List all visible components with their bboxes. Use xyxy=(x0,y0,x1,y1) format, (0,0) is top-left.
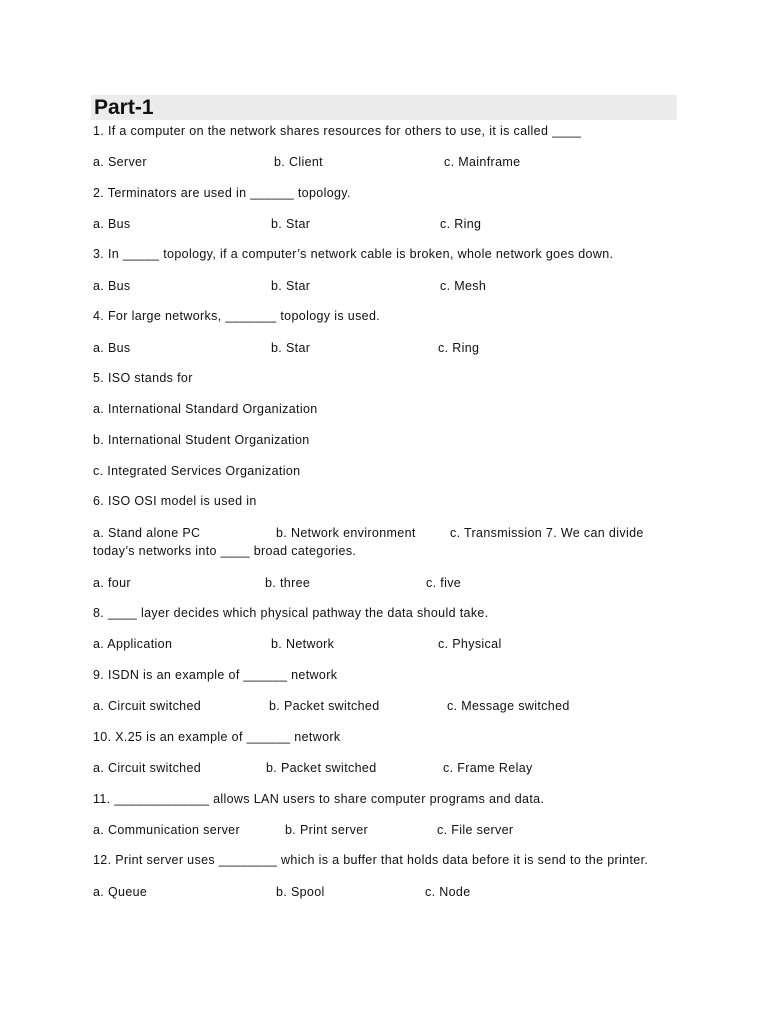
question-1: 1. If a computer on the network shares resources for others to use, it is called ____ xyxy=(93,124,582,138)
question-3: 3. In _____ topology, if a computer’s network cable is broken, whole network goes down. xyxy=(93,247,614,261)
q3-option-b: b. Star xyxy=(271,279,311,293)
question-2: 2. Terminators are used in ______ topology. xyxy=(93,186,351,200)
q6-option-b: b. Network environment xyxy=(276,526,416,540)
question-4: 4. For large networks, _______ topology is used. xyxy=(93,309,381,323)
q11-option-a: a. Communication server xyxy=(93,823,240,837)
q1-option-c: c. Mainframe xyxy=(444,155,521,169)
q9-option-c: c. Message switched xyxy=(447,699,570,713)
part-heading: Part-1 xyxy=(91,95,677,120)
q9-option-b: b. Packet switched xyxy=(269,699,380,713)
q7-option-a: a. four xyxy=(93,576,131,590)
q10-option-a: a. Circuit switched xyxy=(93,761,202,775)
q3-option-a: a. Bus xyxy=(93,279,131,293)
q3-option-c: c. Mesh xyxy=(440,279,487,293)
q7-option-b: b. three xyxy=(265,576,311,590)
question-11: 11. _____________ allows LAN users to share computer programs and data. xyxy=(93,792,545,806)
q8-option-c: c. Physical xyxy=(438,637,502,651)
q6-option-c: c. Transmission 7. We can divide xyxy=(450,526,644,540)
q8-option-b: b. Network xyxy=(271,637,335,651)
q12-option-b: b. Spool xyxy=(276,885,325,899)
question-6: 6. ISO OSI model is used in xyxy=(93,494,257,508)
q1-option-a: a. Server xyxy=(93,155,147,169)
q11-option-c: c. File server xyxy=(437,823,514,837)
q11-option-b: b. Print server xyxy=(285,823,369,837)
question-7: today’s networks into ____ broad categories. xyxy=(93,544,357,558)
q5-option-b: b. International Student Organization xyxy=(93,433,310,447)
q8-option-a: a. Application xyxy=(93,637,173,651)
q4-option-c: c. Ring xyxy=(438,341,480,355)
q1-option-b: b. Client xyxy=(274,155,324,169)
question-8: 8. ____ layer decides which physical pathway the data should take. xyxy=(93,606,489,620)
question-12: 12. Print server uses ________ which is a buffer that holds data before it is send to the printer. xyxy=(93,853,649,867)
q2-option-a: a. Bus xyxy=(93,217,131,231)
q5-option-c: c. Integrated Services Organization xyxy=(93,464,301,478)
question-5: 5. ISO stands for xyxy=(93,371,193,385)
q5-option-a: a. International Standard Organization xyxy=(93,402,318,416)
q2-option-c: c. Ring xyxy=(440,217,482,231)
q7-option-c: c. five xyxy=(426,576,462,590)
q4-option-b: b. Star xyxy=(271,341,311,355)
q12-option-a: a. Queue xyxy=(93,885,148,899)
q10-option-c: c. Frame Relay xyxy=(443,761,533,775)
q2-option-b: b. Star xyxy=(271,217,311,231)
q4-option-a: a. Bus xyxy=(93,341,131,355)
q12-option-c: c. Node xyxy=(425,885,471,899)
q9-option-a: a. Circuit switched xyxy=(93,699,202,713)
question-10: 10. X.25 is an example of ______ network xyxy=(93,730,341,744)
question-9: 9. ISDN is an example of ______ network xyxy=(93,668,338,682)
q6-option-a: a. Stand alone PC xyxy=(93,526,201,540)
q10-option-b: b. Packet switched xyxy=(266,761,377,775)
